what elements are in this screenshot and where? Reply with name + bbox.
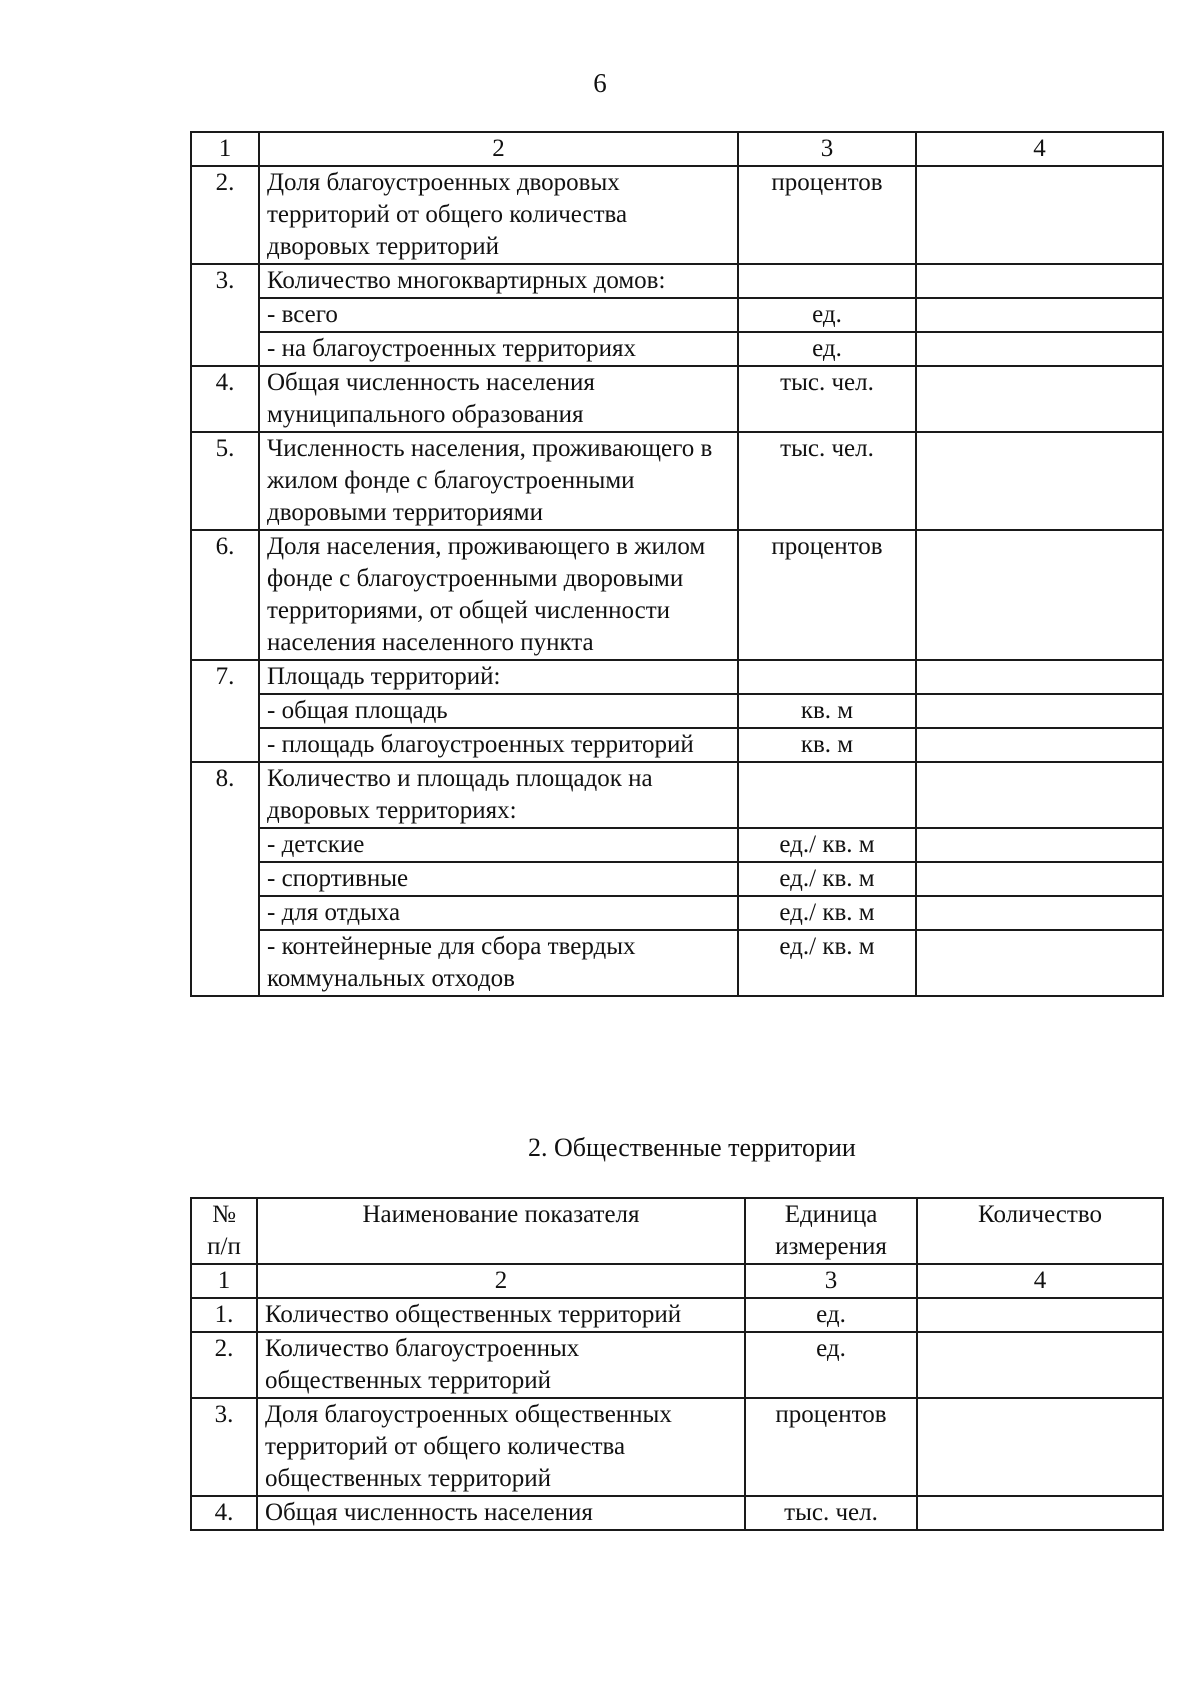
quantity-cell[interactable]: [917, 1496, 1163, 1530]
table-subrow: [191, 332, 1163, 366]
row-number: 7.: [191, 660, 259, 762]
header-num: № п/п: [191, 1198, 257, 1264]
table-row: [191, 1496, 1163, 1530]
row-number: 1.: [191, 1298, 257, 1332]
indicator-name: Численность населения, проживающего в жилом фонде с благоустроенными дворовыми территориями: [259, 432, 738, 530]
page-number: 6: [593, 68, 607, 98]
header-quantity: Количество: [917, 1198, 1163, 1264]
quantity-cell[interactable]: [916, 166, 1163, 264]
indicator-name: Количество многоквартирных домов:: [259, 264, 738, 298]
unit-cell: ед.: [745, 1298, 917, 1332]
indicator-name: - для отдыха: [259, 896, 738, 930]
indicator-name: - всего: [259, 298, 738, 332]
quantity-cell[interactable]: [916, 896, 1163, 930]
table-courtyard-territories: [190, 131, 1164, 997]
unit-cell: [738, 660, 916, 694]
quantity-cell[interactable]: [916, 728, 1163, 762]
indicator-name: Площадь территорий:: [259, 660, 738, 694]
quantity-cell[interactable]: [916, 828, 1163, 862]
quantity-cell[interactable]: [916, 930, 1163, 996]
table-subrow: [191, 828, 1163, 862]
unit-cell: тыс. чел.: [738, 432, 916, 530]
indicator-name: - спортивные: [259, 862, 738, 896]
unit-cell: тыс. чел.: [745, 1496, 917, 1530]
table-row: [191, 1332, 1163, 1398]
table-row: [191, 366, 1163, 432]
row-number: 4.: [191, 1496, 257, 1530]
row-number: 6.: [191, 530, 259, 660]
indicator-name: Количество и площадь площадок на дворовых территориях:: [259, 762, 738, 828]
index-cell: 1: [191, 132, 259, 166]
table-subrow: [191, 298, 1163, 332]
row-number: 3.: [191, 1398, 257, 1496]
unit-cell: ед.: [745, 1332, 917, 1398]
table-public-territories: [190, 1197, 1164, 1531]
indicator-name: - детские: [259, 828, 738, 862]
indicator-name: - общая площадь: [259, 694, 738, 728]
index-cell: 3: [738, 132, 916, 166]
table-row: [191, 1298, 1163, 1332]
unit-cell: процентов: [745, 1398, 917, 1496]
unit-cell: процентов: [738, 530, 916, 660]
quantity-cell[interactable]: [916, 298, 1163, 332]
quantity-cell[interactable]: [917, 1332, 1163, 1398]
unit-cell: ед./ кв. м: [738, 862, 916, 896]
table-subrow: [191, 694, 1163, 728]
row-number: 8.: [191, 762, 259, 996]
indicator-name: Доля благоустроенных общественных территорий от общего количества общественных территорий: [257, 1398, 745, 1496]
indicator-name: - контейнерные для сбора твердых коммунальных отходов: [259, 930, 738, 996]
unit-cell: ед./ кв. м: [738, 896, 916, 930]
unit-cell: [738, 762, 916, 828]
index-cell: 2: [259, 132, 738, 166]
quantity-cell[interactable]: [916, 264, 1163, 298]
row-number: 3.: [191, 264, 259, 366]
row-number: 5.: [191, 432, 259, 530]
table-row: [191, 762, 1163, 828]
table-index-row: [191, 1264, 1163, 1298]
index-cell: 3: [745, 1264, 917, 1298]
quantity-cell[interactable]: [916, 762, 1163, 828]
table-row: [191, 432, 1163, 530]
indicator-name: Количество общественных территорий: [257, 1298, 745, 1332]
quantity-cell[interactable]: [916, 366, 1163, 432]
quantity-cell[interactable]: [916, 660, 1163, 694]
quantity-cell[interactable]: [916, 530, 1163, 660]
unit-cell: ед./ кв. м: [738, 828, 916, 862]
table-subrow: [191, 896, 1163, 930]
unit-cell: кв. м: [738, 728, 916, 762]
indicator-name: Общая численность населения муниципального образования: [259, 366, 738, 432]
unit-cell: процентов: [738, 166, 916, 264]
table-subrow: [191, 862, 1163, 896]
indicator-name: - на благоустроенных территориях: [259, 332, 738, 366]
section-title-public-territories: 2. Общественные территории: [528, 1133, 856, 1162]
unit-cell: ед./ кв. м: [738, 930, 916, 996]
table-subrow: [191, 930, 1163, 996]
unit-cell: ед.: [738, 298, 916, 332]
unit-cell: кв. м: [738, 694, 916, 728]
table-index-row: [191, 132, 1163, 166]
quantity-cell[interactable]: [916, 432, 1163, 530]
table-subrow: [191, 728, 1163, 762]
table-row: [191, 1398, 1163, 1496]
table-row: [191, 660, 1163, 694]
table-row: [191, 166, 1163, 264]
row-number: 2.: [191, 1332, 257, 1398]
indicator-name: Общая численность населения: [257, 1496, 745, 1530]
header-indicator: Наименование показателя: [257, 1198, 745, 1264]
table-row: [191, 264, 1163, 298]
quantity-cell[interactable]: [916, 862, 1163, 896]
quantity-cell[interactable]: [916, 332, 1163, 366]
index-cell: 4: [916, 132, 1163, 166]
row-number: 4.: [191, 366, 259, 432]
table-row: [191, 530, 1163, 660]
index-cell: 4: [917, 1264, 1163, 1298]
quantity-cell[interactable]: [917, 1398, 1163, 1496]
unit-cell: тыс. чел.: [738, 366, 916, 432]
row-number: 2.: [191, 166, 259, 264]
unit-cell: ед.: [738, 332, 916, 366]
index-cell: 1: [191, 1264, 257, 1298]
indicator-name: Количество благоустроенных общественных территорий: [257, 1332, 745, 1398]
header-unit: Единица измерения: [745, 1198, 917, 1264]
index-cell: 2: [257, 1264, 745, 1298]
unit-cell: [738, 264, 916, 298]
indicator-name: - площадь благоустроенных территорий: [259, 728, 738, 762]
indicator-name: Доля благоустроенных дворовых территорий от общего количества дворовых территорий: [259, 166, 738, 264]
quantity-cell[interactable]: [916, 694, 1163, 728]
indicator-name: Доля населения, проживающего в жилом фонде с благоустроенными дворовыми территориями, от общей численности населения населенного пункта: [259, 530, 738, 660]
table-header-row: [191, 1198, 1163, 1264]
quantity-cell[interactable]: [917, 1298, 1163, 1332]
